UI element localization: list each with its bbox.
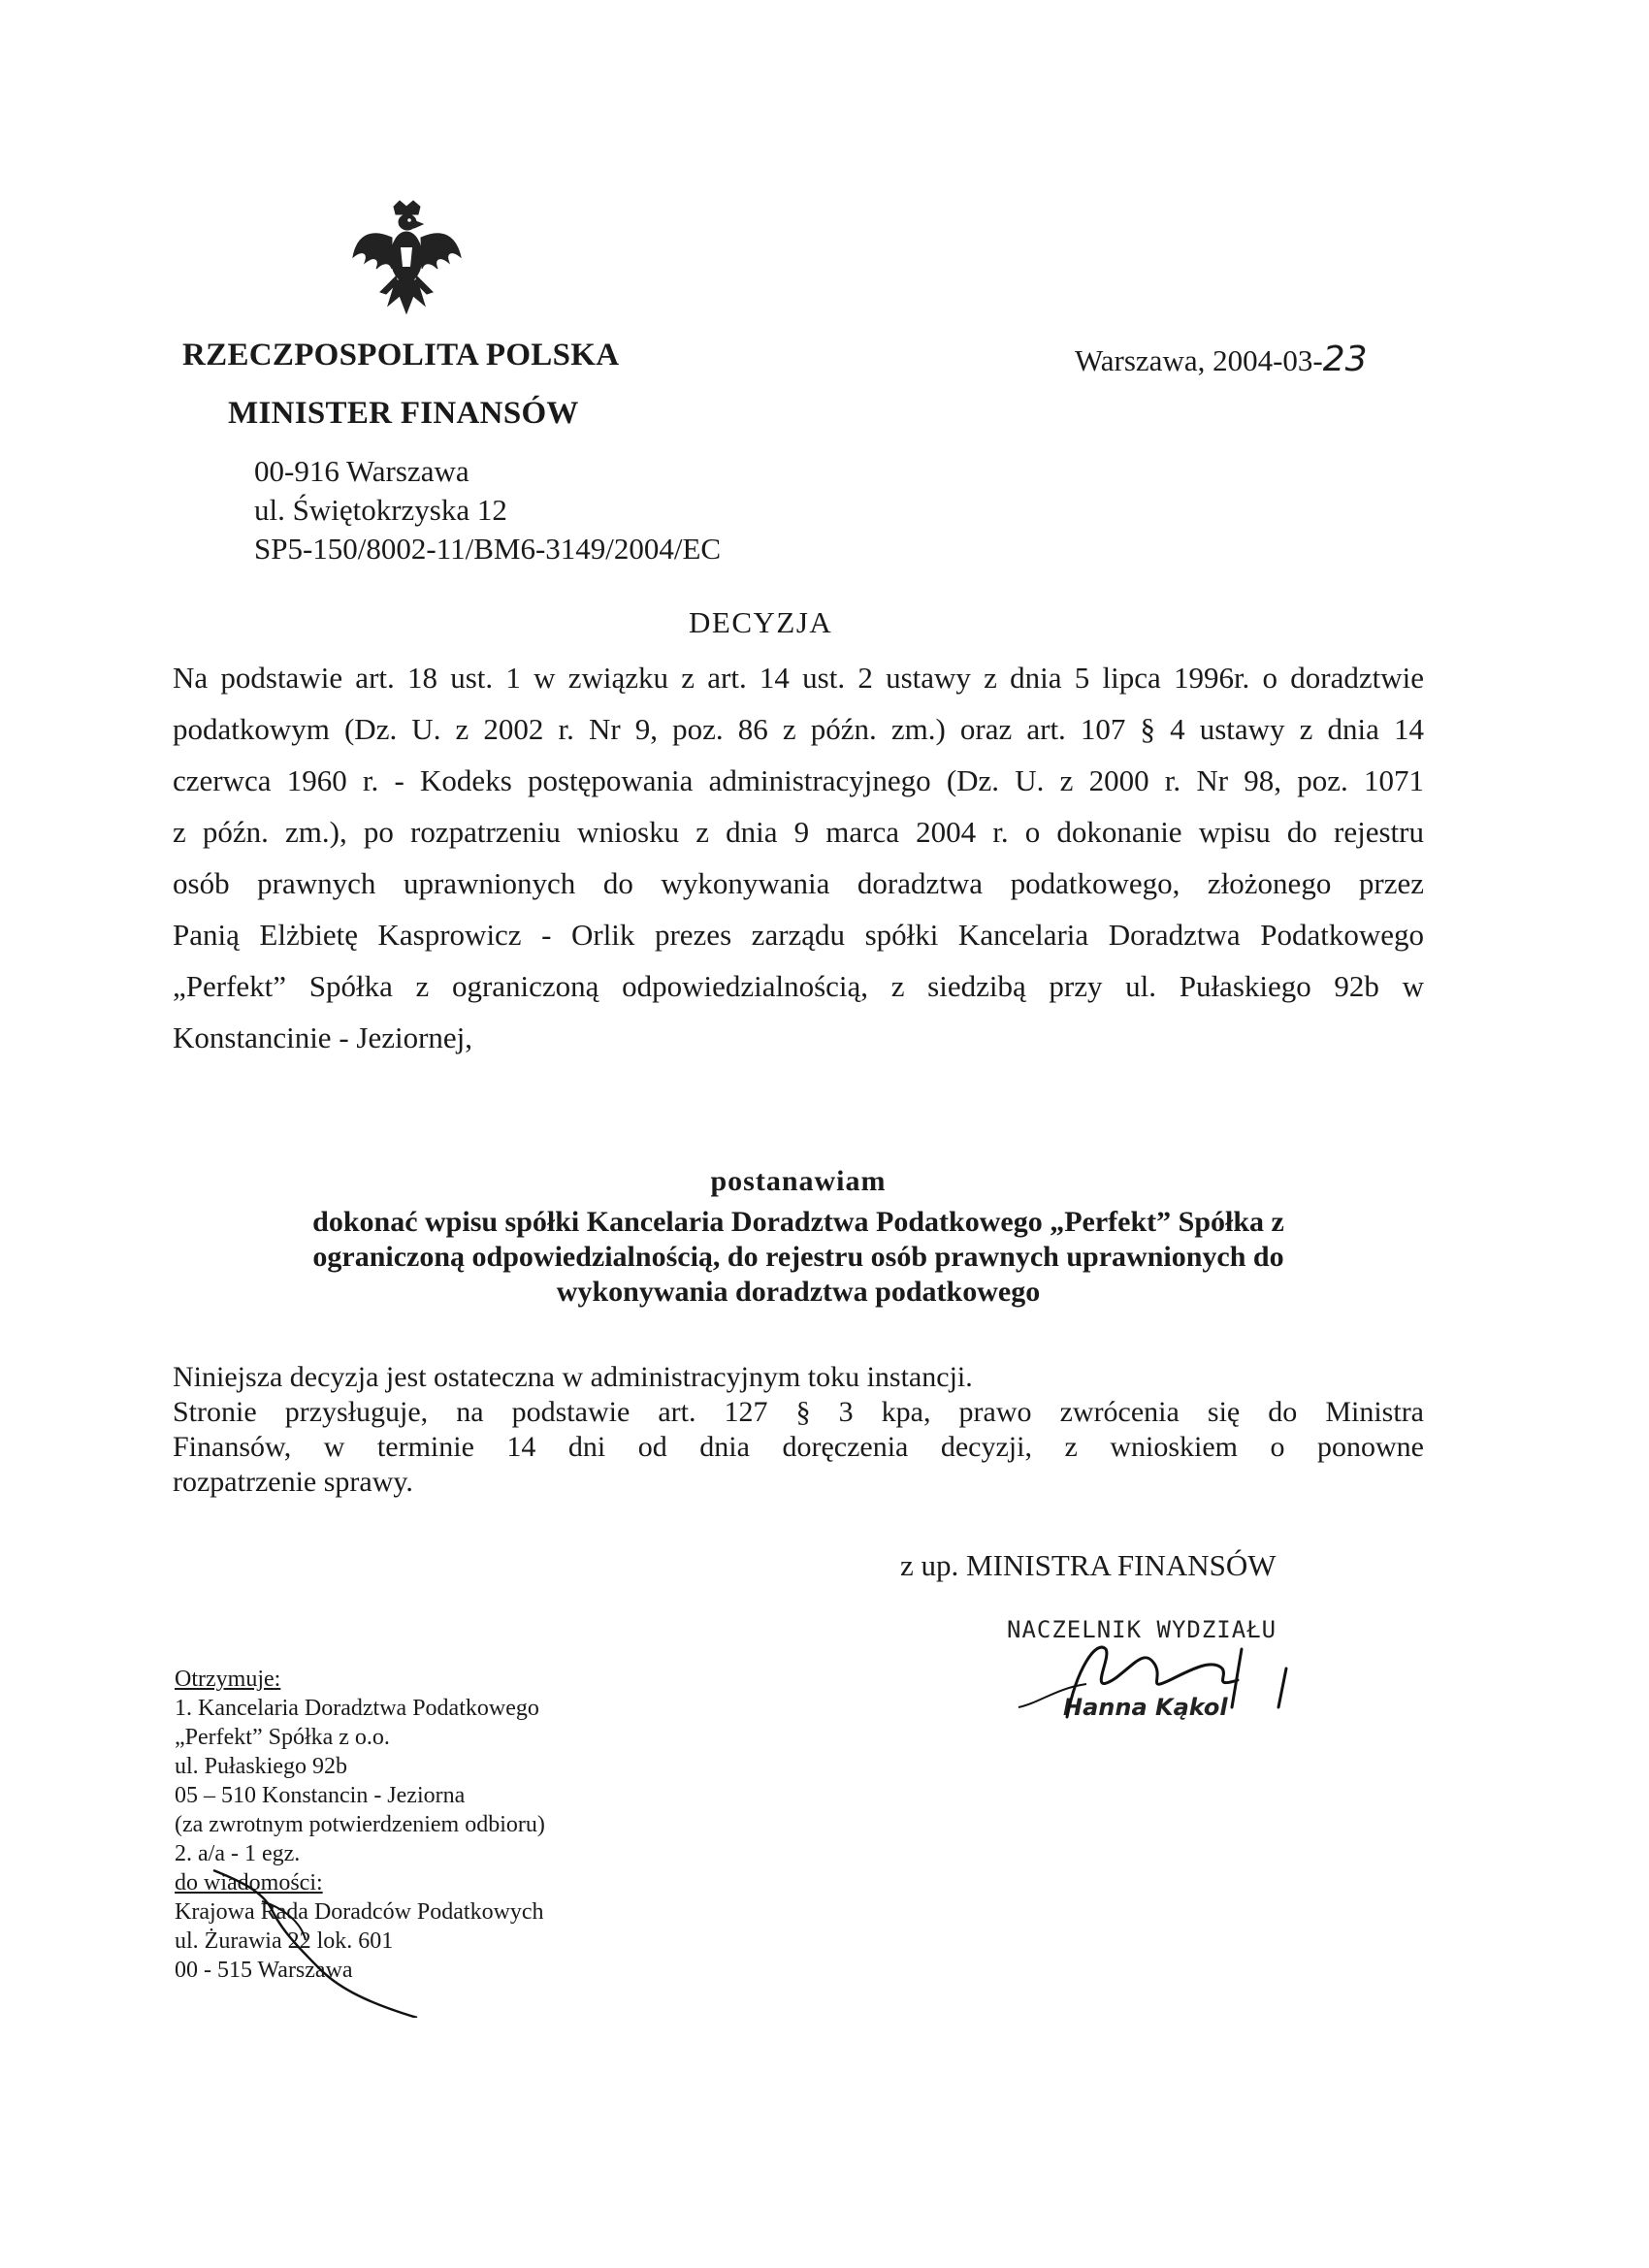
basis-line: Panią Elżbietę Kasprowicz - Orlik prezes zarządu spółki Kancelaria Doradztwa Podatkowego — [173, 918, 1424, 952]
header-authority: MINISTER FINANSÓW — [228, 396, 579, 431]
basis-line: podatkowym (Dz. U. z 2002 r. Nr 9, poz. 86 z późn. zm.) oraz art. 107 § 4 ustawy z dnia 14 — [173, 712, 1424, 746]
recipient-line: ul. Pułaskiego 92b — [175, 1754, 347, 1779]
decision-block — [173, 1164, 1424, 1310]
recipient-line: 2. a/a - 1 egz. — [175, 1841, 301, 1866]
final-line: rozpatrzenie sprawy. — [173, 1466, 413, 1498]
basis-line: z późn. zm.), po rozpatrzeniu wniosku z dnia 9 marca 2004 r. o dokonanie wpisu do rejestru — [173, 815, 1424, 849]
basis-line: czerwca 1960 r. - Kodeks postępowania administracyjnego (Dz. U. z 2000 r. Nr 98, poz. 1071 — [173, 763, 1424, 797]
recipient-line: (za zwrotnym potwierdzeniem odbioru) — [175, 1812, 545, 1837]
basis-paragraph — [173, 652, 1424, 1063]
signature-authority: z up. MINISTRA FINANSÓW — [900, 1548, 1277, 1582]
final-line: Niniejsza decyzja jest ostateczna w administracyjnym toku instancji. — [173, 1361, 973, 1393]
final-line: Finansów, w terminie 14 dni od dnia doręczenia decyzji, z wnioskiem o ponowne — [173, 1431, 1424, 1463]
recipient-line: „Perfekt” Spółka z o.o. — [175, 1725, 390, 1750]
cc-line: Krajowa Rada Doradców Podatkowych — [175, 1899, 544, 1925]
date-prefix: Warszawa, 2004-03- — [1075, 343, 1323, 377]
document-title: DECYZJA — [689, 605, 833, 639]
recipient-line: 05 – 510 Konstancin - Jeziorna — [175, 1783, 466, 1808]
decision-line: ograniczoną odpowiedzialnością, do rejestru osób prawnych uprawnionych do — [312, 1241, 1284, 1273]
recipients-heading: Otrzymuje: — [175, 1667, 281, 1692]
final-paragraph — [173, 1360, 1424, 1500]
basis-line: Na podstawie art. 18 ust. 1 w związku z art. 14 ust. 2 ustawy z dnia 5 lipca 1996r. o doradztwie — [173, 661, 1424, 695]
cc-heading: do wiadomości: — [175, 1870, 323, 1895]
header-country: RZECZPOSPOLITA POLSKA — [182, 338, 620, 373]
header-postal: 00-916 Warszawa — [254, 454, 469, 488]
stamp-title: NACZELNIK WYDZIAŁU — [1007, 1616, 1277, 1643]
cc-line: 00 - 515 Warszawa — [175, 1958, 353, 1983]
decision-keyword: postanawiam — [710, 1165, 887, 1197]
decision-line: dokonać wpisu spółki Kancelaria Doradztwa Podatkowego „Perfekt” Spółka z — [312, 1206, 1284, 1238]
basis-line: osób prawnych uprawnionych do wykonywania doradztwa podatkowego, złożonego przez — [173, 866, 1424, 900]
header-street: ul. Świętokrzyska 12 — [254, 493, 507, 527]
final-line: Stronie przysługuje, na podstawie art. 127 § 3 kpa, prawo zwrócenia się do Ministra — [173, 1396, 1424, 1428]
cc-line: ul. Żurawia 22 lok. 601 — [175, 1928, 394, 1954]
handwritten-mark — [175, 1863, 427, 2018]
basis-line: „Perfekt” Spółka z ograniczoną odpowiedzialnością, z siedzibą przy ul. Pułaskiego 92b w — [173, 969, 1424, 1003]
signature-stamp — [999, 1610, 1329, 1746]
basis-line: Konstancinie - Jeziornej, — [173, 1021, 473, 1054]
recipient-line: 1. Kancelaria Doradztwa Podatkowego — [175, 1696, 539, 1721]
date-day-handwritten: 23 — [1322, 340, 1368, 379]
decision-line: wykonywania doradztwa podatkowego — [556, 1276, 1041, 1308]
header-reference: SP5-150/8002-11/BM6-3149/2004/EC — [254, 532, 722, 566]
polish-eagle-emblem-icon — [351, 199, 463, 320]
stamp-name: Hanna Kąkol — [1063, 1694, 1228, 1721]
document-date — [1075, 340, 1368, 379]
